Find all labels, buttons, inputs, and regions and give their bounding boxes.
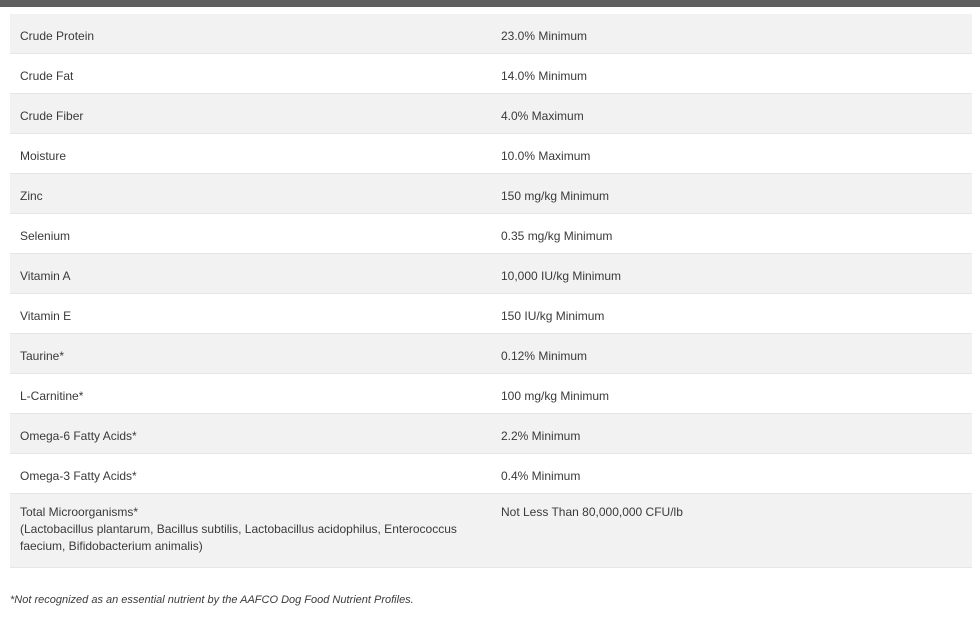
- table-row: [10, 214, 972, 254]
- top-divider-bar: [0, 0, 980, 7]
- table-row: [10, 334, 972, 374]
- microorganisms-value: Not Less Than 80,000,000 CFU/lb: [501, 505, 683, 519]
- nutrient-value: 100 mg/kg Minimum: [501, 389, 610, 403]
- microorganisms-name-cell: [10, 494, 492, 567]
- nutrient-name: Moisture: [20, 149, 67, 163]
- nutrient-name: Taurine*: [20, 349, 65, 363]
- table-row: [10, 134, 972, 174]
- nutrient-name: Vitamin A: [20, 269, 71, 283]
- nutrient-name: Crude Fiber: [20, 109, 84, 123]
- nutrient-value: 10,000 IU/kg Minimum: [501, 269, 622, 283]
- table-row: [10, 454, 972, 494]
- nutrient-name: Crude Protein: [20, 29, 95, 43]
- nutrient-value: 10.0% Maximum: [501, 149, 591, 163]
- nutrient-value: 0.4% Minimum: [501, 469, 581, 483]
- microorganisms-name: Total Microorganisms*: [20, 505, 139, 519]
- nutrient-name: L-Carnitine*: [20, 389, 84, 403]
- table-row-microorganisms: [10, 494, 972, 568]
- table-row: [10, 54, 972, 94]
- table-row: [10, 174, 972, 214]
- table-row: [10, 374, 972, 414]
- nutrient-value: 0.35 mg/kg Minimum: [501, 229, 613, 243]
- nutrient-name: Omega-6 Fatty Acids*: [20, 429, 137, 443]
- nutrient-name: Omega-3 Fatty Acids*: [20, 469, 137, 483]
- nutrient-value: 150 mg/kg Minimum: [501, 189, 610, 203]
- table-row: [10, 14, 972, 54]
- nutrient-value: 150 IU/kg Minimum: [501, 309, 605, 323]
- nutrient-name: Vitamin E: [20, 309, 72, 323]
- nutrient-name: Crude Fat: [20, 69, 74, 83]
- guaranteed-analysis-table: [10, 14, 972, 568]
- nutrient-value: 0.12% Minimum: [501, 349, 588, 363]
- nutrient-value: 23.0% Minimum: [501, 29, 588, 43]
- nutrient-value: 2.2% Minimum: [501, 429, 581, 443]
- aafco-footnote: *Not recognized as an essential nutrient by the AAFCO Dog Food Nutrient Profiles.: [10, 594, 414, 606]
- table-row: [10, 294, 972, 334]
- nutrient-name: Selenium: [20, 229, 71, 243]
- nutrient-value: 4.0% Maximum: [501, 109, 584, 123]
- table-row: [10, 254, 972, 294]
- table-row: [10, 94, 972, 134]
- microorganisms-detail: (Lactobacillus plantarum, Bacillus subtilis, Lactobacillus acidophilus, Enterococcus faecium, Bifidobacterium animalis): [20, 522, 457, 553]
- nutrient-value: 14.0% Minimum: [501, 69, 588, 83]
- nutrient-name: Zinc: [20, 189, 43, 203]
- table-row: [10, 414, 972, 454]
